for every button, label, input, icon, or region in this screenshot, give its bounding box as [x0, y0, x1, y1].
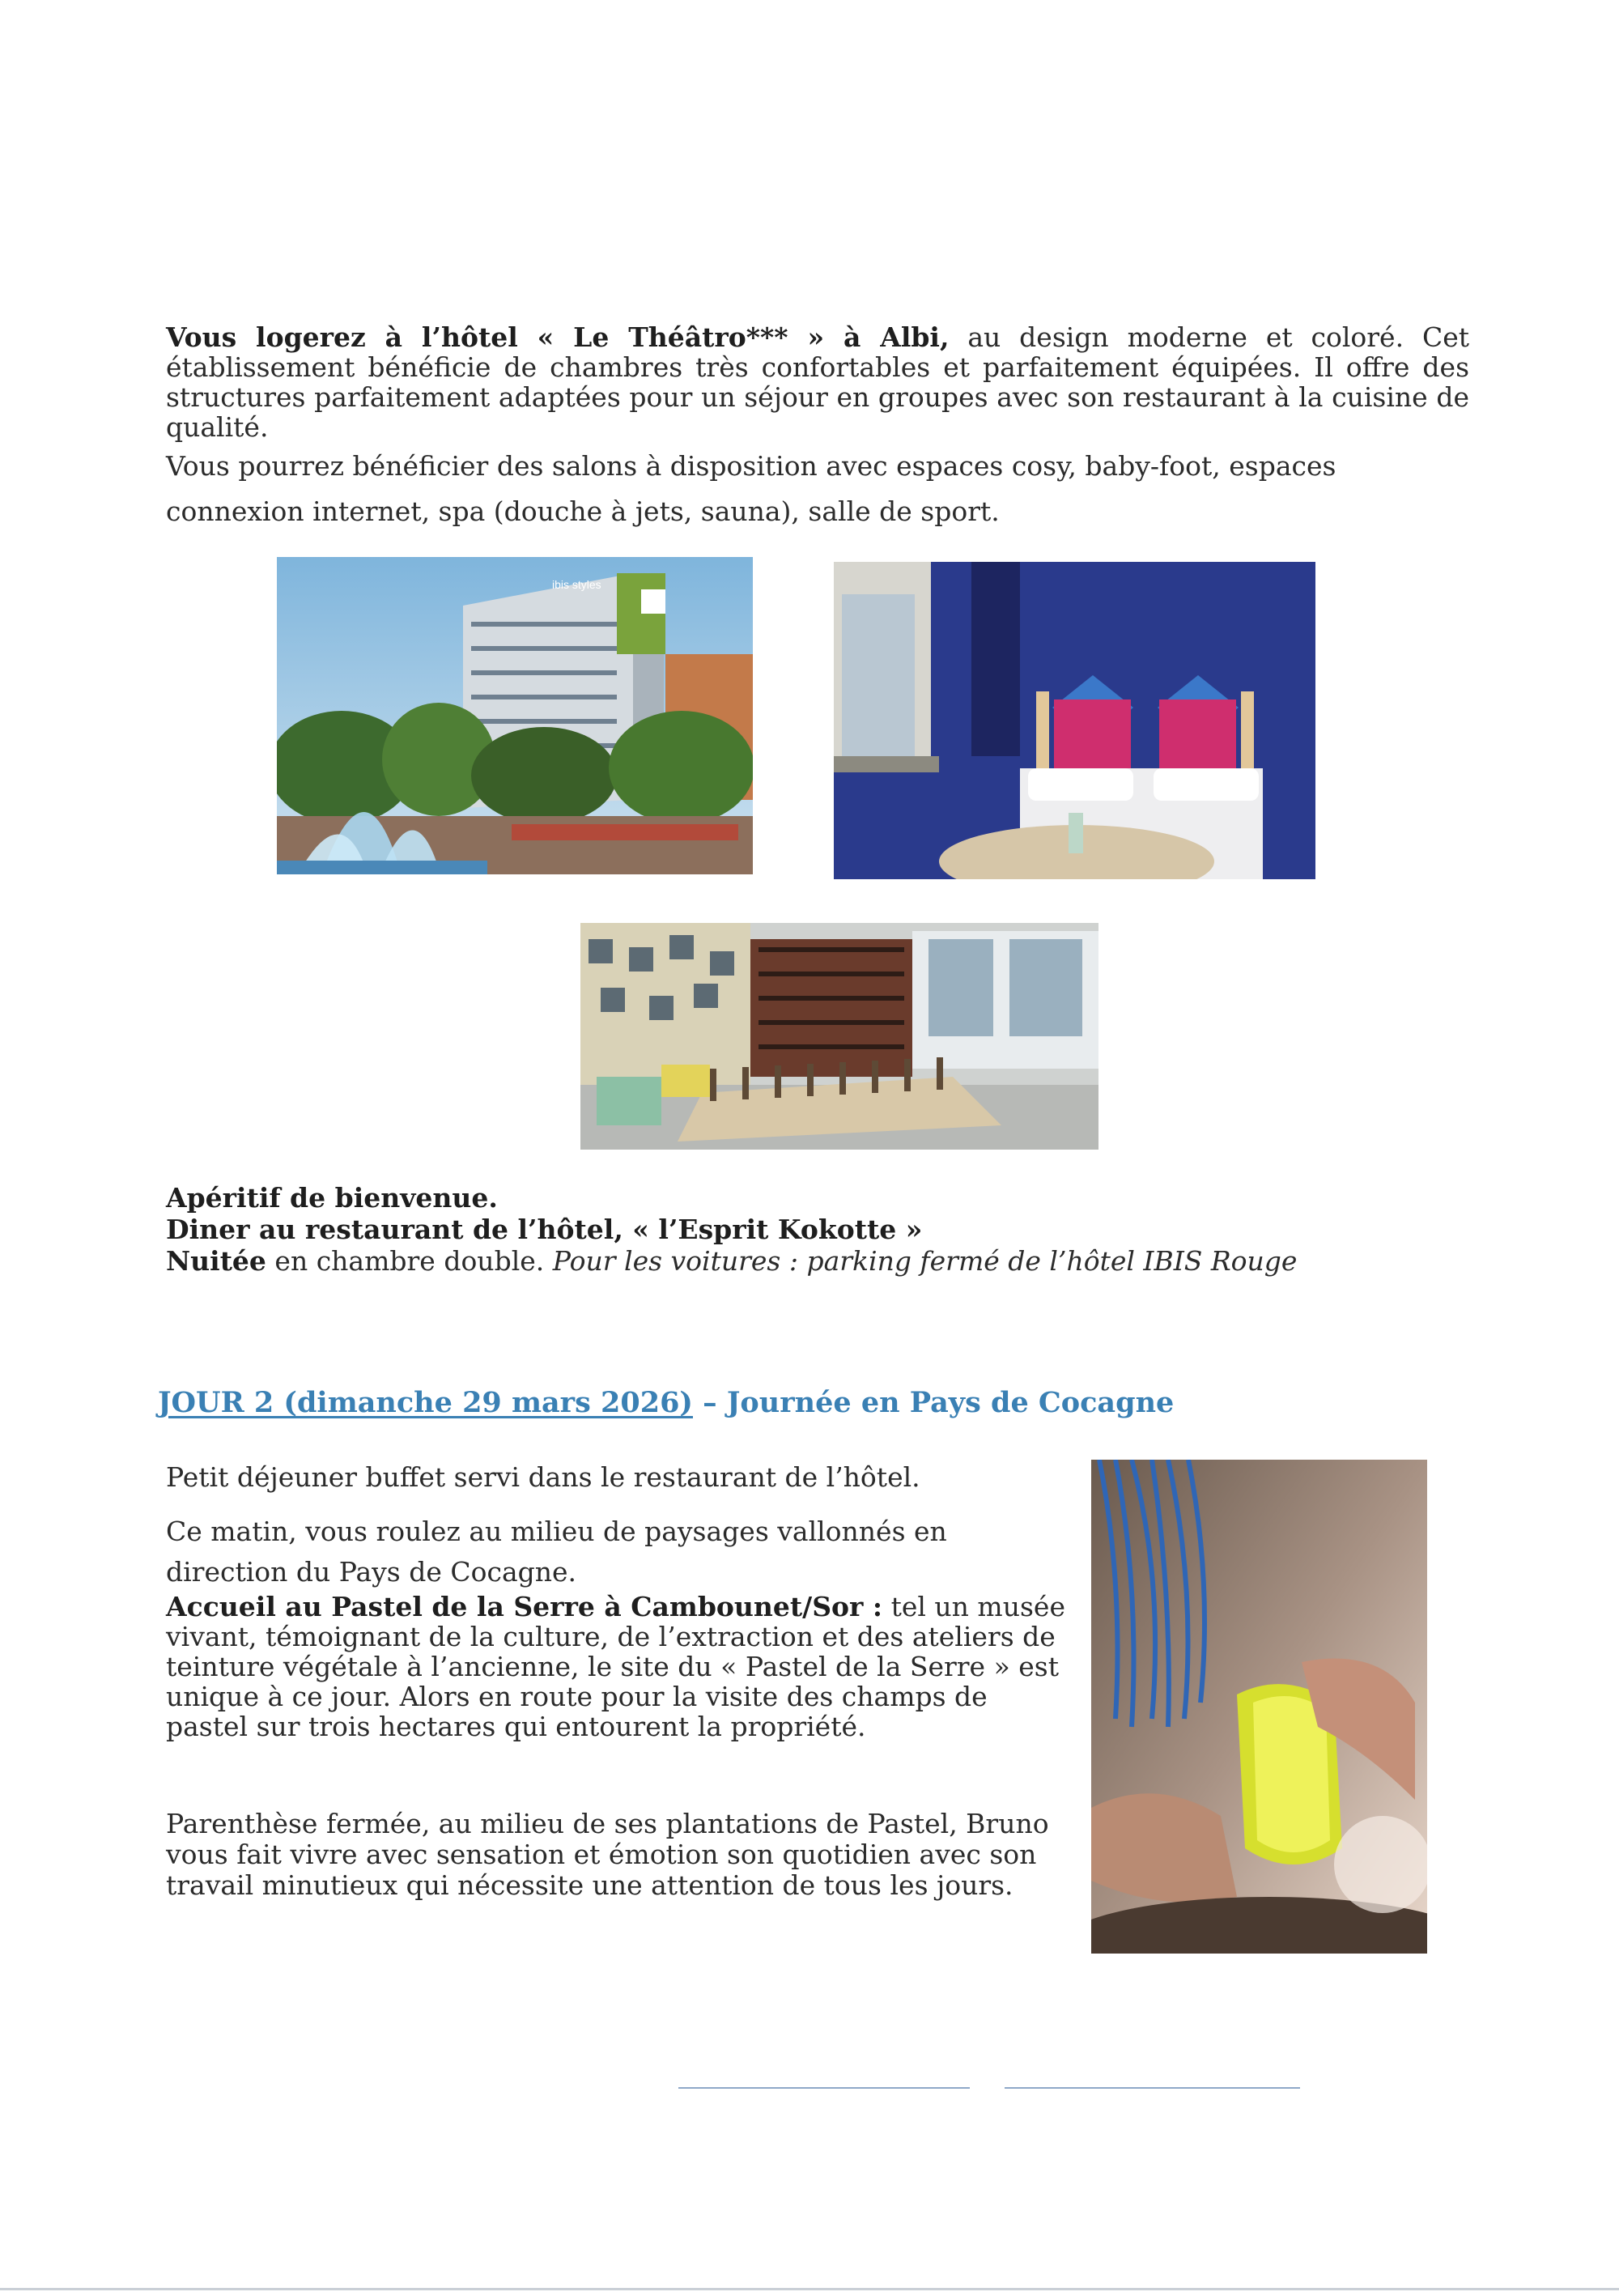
morning-paragraph: Ce matin, vous roulez au milieu de paysages vallonnés en direction du Pays de Cocagne. — [166, 1516, 947, 1588]
dinner-line — [166, 1215, 1469, 1244]
night-text: en chambre double. — [266, 1245, 553, 1277]
pastel-welcome-paragraph — [166, 1592, 1077, 1741]
page-bottom-edge — [0, 2288, 1619, 2290]
hotel-intro-text: au design moderne et coloré. Cet établissement bénéficie de chambres très confortables et parfaitement équipées. Il offre des structures parfaitement adaptées pour un séjour en groupes avec son restaurant à la cuisine de qualité. — [166, 321, 1470, 443]
hotel-room-photo — [834, 562, 1315, 879]
footer-rule-right — [1005, 2087, 1300, 2089]
day2-title — [158, 1386, 1174, 1419]
breakfast-paragraph: Petit déjeuner buffet servi dans le restaurant de l’hôtel. — [166, 1461, 920, 1493]
aperitif-text: Apéritif de bienvenue. — [166, 1182, 498, 1214]
hotel-sign: ibis styles — [552, 578, 601, 591]
day2-title-subject: – Journée en Pays de Cocagne — [692, 1386, 1175, 1419]
restaurant-photo — [580, 923, 1098, 1150]
hotel-intro-paragraph — [166, 322, 1469, 442]
parking-note: Pour les voitures : parking fermé de l’hôtel IBIS Rouge — [552, 1245, 1298, 1277]
dinner-text: Diner au restaurant de l’hôtel, « l’Esprit Kokotte » — [166, 1214, 923, 1245]
hotel-exterior-photo — [277, 557, 753, 874]
night-line — [166, 1247, 1469, 1276]
footer-rule-left — [678, 2087, 970, 2089]
pastel-welcome-bold: Accueil au Pastel de la Serre à Cambounet/Sor : — [166, 1591, 883, 1622]
bruno-paragraph: Parenthèse fermée, au milieu de ses plantations de Pastel, Bruno vous fait vivre avec sensation et émotion son quotidien avec son travail minutieux qui nécessite une attention de tous les jours. — [166, 1808, 1049, 1901]
aperitif-line — [166, 1184, 1469, 1213]
hotel-intro-bold: Vous logerez à l’hôtel « Le Théâtro*** » à Albi, — [166, 321, 950, 353]
pastel-dyeing-photo — [1091, 1460, 1427, 1954]
pastel-welcome-text: tel un musée vivant, témoignant de la culture, de l’extraction et des ateliers de teinture végétale à l’ancienne, le site du « Pastel de la Serre » est unique à ce jour. Alors en route pour la visite des champs de pastel sur trois hectares qui entourent la propriété. — [166, 1591, 1065, 1742]
night-bold: Nuitée — [166, 1245, 266, 1277]
hotel-amenities-paragraph: Vous pourrez bénéficier des salons à disposition avec espaces cosy, baby-foot, espaces connexion internet, spa (douche à jets, sauna), salle de sport. — [166, 450, 1336, 527]
day2-title-date: JOUR 2 (dimanche 29 mars 2026) — [158, 1386, 693, 1419]
